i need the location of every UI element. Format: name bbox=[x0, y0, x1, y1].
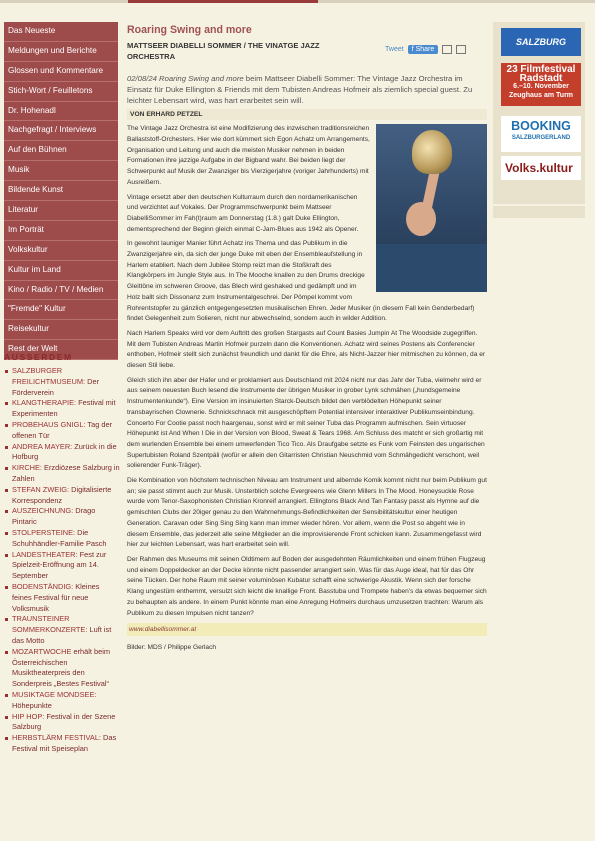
tweet-button[interactable]: Tweet bbox=[385, 46, 404, 53]
paragraph: Vintage ersetzt aber den deutschen Kulturraum durch den nordamerikanischen und verzichtet auf Vokales. Der Programmschwerpunkt beim Mattseer DiabelliSommer im Fah(t)raum am Donnerstag (1.8.) galt Duke Ellington, dementsprechend der Beginn gleich einmal C-Jam-Blues aus 1942 als Opener. bbox=[127, 193, 359, 233]
print-icon[interactable] bbox=[456, 45, 466, 54]
volkskultur-ad[interactable]: Volks.kultur bbox=[501, 156, 581, 180]
nav-item[interactable]: Kino / Radio / TV / Medien bbox=[4, 281, 118, 301]
nav-item[interactable]: Kultur im Land bbox=[4, 261, 118, 281]
list-item[interactable]: SALZBURGER FREILICHTMUSEUM: Der Förderverein bbox=[4, 366, 120, 398]
paragraph: The Vintage Jazz Orchestra ist eine Modifizierung des inzwischen traditionsreichen Ballaststoff-Orchesters. Hier wie dort kümmert sich Egon Achatz um Arrangements, Organisation und Leitung und auch die meisten Musiker nehmen in beiden Formationen ihre jazzige Aufgabe in der Bigband wahr. Bei beiden liegt der Schwerpunkt auf Musik der Zwanziger bis Vierzigerjahre (voriger Jahrhunderts) mit Ausreißern. bbox=[127, 125, 370, 186]
nav-item[interactable]: Volkskultur bbox=[4, 241, 118, 261]
list-item[interactable]: STOLPERSTEINE: Die Schuhhändler-Familie Pasch bbox=[4, 528, 120, 550]
list-item[interactable]: MOZARTWOCHE erhält beim Österreichischen Musiktheaterpreis den Sonderpreis „Bestes Festival“ bbox=[4, 647, 120, 690]
nav-item[interactable]: Glossen und Kommentare bbox=[4, 62, 118, 82]
photo-person bbox=[406, 202, 436, 236]
paragraph: Die Kombination von höchstem technischen Niveau am Instrument und albernde Komik kommt nicht nur beim Publikum gut an; sie passt stimmt auch zur Musik. Unsterblich solche Evergreens wie Glenn Millers In The Mood. Honeysuckle Rose wurde vom Tenor-Saxophonisten Christian Kronreif arrangiert. Ellingtons Black And Tan Fantasy passt als Hymne auf die gemischten Clubs der 20iger genau zu den Wahrnehmungs-Befindlichkeiten der Sensibilitätskultur einer heutigen Generation. Caravan oder Sing Sing Sing kann man immer wieder hören. Vor allem, wenn die Post so abgeht wie in diesem Ensemble, das jederzeit alle seine Mitglieder an die improvisierende Front schicken kann. Zusammengefasst wird hier zur leichten Lebensart, was hart erarbeitet sein will. bbox=[127, 477, 487, 549]
list-item[interactable]: TRAUNSTEINER SOMMERKONZERTE: Luft ist das Motto bbox=[4, 614, 120, 646]
article-title: Roaring Swing and more bbox=[127, 24, 252, 36]
article bbox=[127, 24, 487, 651]
paragraph: Nach Harlem Speaks wird vor dem Auftritt des großen Stargasts auf Count Basies Jumpin At The Woodside zugegriffen. Mit dem Tubisten Andreas Martin Hofmeir purzeln dann die Konventionen. Achatz wird seines Postens als Conferencier enthoben, Hofmeir stellt sich zunächst freundlich und dankt für die Ehre, als Nicht-Jazzer hier mitmischen zu können, da er diesen Stil liebe. bbox=[127, 329, 486, 370]
list-item[interactable]: MUSIKTAGE MONDSEE: Höhepunkte bbox=[4, 690, 120, 712]
nav-item[interactable]: Das Neueste bbox=[4, 22, 118, 42]
list-item[interactable]: STEFAN ZWEIG: Digitalisierte Korrespondenz bbox=[4, 485, 120, 507]
sidebar-bar bbox=[493, 206, 585, 218]
nav-item[interactable]: Stich-Wort / Feuilletons bbox=[4, 82, 118, 102]
list-item[interactable]: AUSZEICHNUNG: Drago Pintaric bbox=[4, 506, 120, 528]
top-accent bbox=[128, 0, 318, 3]
main-nav bbox=[4, 22, 118, 360]
nav-item[interactable]: Bildende Kunst bbox=[4, 181, 118, 201]
nav-item[interactable]: Literatur bbox=[4, 201, 118, 221]
ad-column bbox=[493, 22, 585, 204]
list-item[interactable]: BODENSTÄNDIG: Kleines feines Festival für neue Volksmusik bbox=[4, 582, 120, 614]
paragraph: In gewohnt launiger Manier führt Achatz ins Thema und das Publikum in die Zwanzigerjahre ein, da sich der junge Duke mit eben der Ensembleaufstellung in Harlem etabliert. Nach dem Jubilee Stomp reizt man die Stoßkraft des Klangkörpers im Jungle Style aus. In The Mooche knallen zu den Drums dreckige Gleittöne im schweren Groove, das Blech wird geshaked und gedämpft und im Holz ballt sich Dissonanz zum Instrumentalgeschrei. Der Pömpel kommt vom Rohrentstopfer zu gänzlich entgegengesetzten musikalischen Ehren. Jeder Musiker (in diesem Fall kein Genderbedarf) findet Gelegenheit zum Solieren, nicht nur abwechselnd, sondern auch in wilder Addition. bbox=[127, 240, 475, 323]
nav-item[interactable]: Rest der Welt bbox=[4, 340, 118, 360]
list-item[interactable]: HIP HOP: Festival in der Szene Salzburg bbox=[4, 712, 120, 734]
salzburg-ad[interactable]: SALZBURG bbox=[501, 28, 581, 56]
nav-item[interactable]: Auf den Bühnen bbox=[4, 141, 118, 161]
article-photo bbox=[376, 124, 487, 292]
ausserdem-heading: AUSSERDEM bbox=[4, 352, 73, 362]
top-line bbox=[0, 0, 595, 3]
article-author: VON ERHARD PETZEL bbox=[127, 109, 487, 120]
nav-item[interactable]: Musik bbox=[4, 161, 118, 181]
tuba-icon bbox=[412, 130, 452, 174]
paragraph: Der Rahmen des Museums mit seinen Oldtimern auf Boden der ausgedehnten Räumlichkeiten und einem frühen Flugzeug und einem Doppeldecker an der Decke könnte nicht passender arrangiert sein. Was für das Auge ideal, hat für das Ohr seine Tücken. Der hohe Raum mit seiner voluminösen Kubatur schafft eine schwierige Akustik. Wenn sich der forsche Klang ungestüm enthemmt, versulzt sich leicht die knallige Front. Basstuba und Trompete haben's da etwas bequemer sich zu behaupten als andere. In einem Punkt könnte man eine Anregung Hofmeirs durchaus umzusetzen trachten: Warum als Publikum zu diesen Impulsen nicht tanzen? bbox=[127, 556, 487, 617]
nav-item[interactable]: Dr. Hohenadl bbox=[4, 102, 118, 122]
filmfestival-ad[interactable]: 23 Filmfestival Radstadt 6.–10. November Zeughaus am Turm bbox=[501, 63, 581, 106]
email-icon[interactable] bbox=[442, 45, 452, 54]
list-item[interactable]: KLANGTHERAPIE: Festival mit Experimenten bbox=[4, 398, 120, 420]
paragraph: Gleich stich ihn aber der Hafer und er proklamiert aus Deutschland mit 2024 nicht nur das Jahr der Tuba, vielmehr wird er aus seinem neuesten Buch lesend die Instrumente der übrigen Musiker in grober Lynk schmähen („hundsgemeine Instrumentenkunde“). Eine Version im insinuierten Starck-Deutsch bildet den verblödelten Höhepunkt seiner transbayrischen Clownerie. Schnickschnack mit ausgeschöpftem Potential intensiver interaktiver Publikumseinbindung. Concerto For Cootie passt noch haargenau, sonst wird er mit seiner Tuba das Programm aufmischen. Sein virtuoser Höhepunkt ist And When I Die in der Version von Blood, Sweat & Tears 1968. Am Schluss des matcht er sich großartig mit dem wurlenden Ensemble bei einem umwerfenden Tico Tico. Als Draufgabe setzte es Funk vom Feinsten des ungarischen Supertubisten Roland Szentpáli (wofür er allein den Gitarristen Christian Neuschmid vom Schmähgedicht verschont, weil solierender Funk-Träger). bbox=[127, 376, 485, 470]
share-bar bbox=[385, 44, 466, 55]
facebook-share-button[interactable]: f Share bbox=[408, 45, 439, 54]
list-item[interactable]: ANDREA MAYER: Zurück in die Hofburg bbox=[4, 442, 120, 464]
photo-credit: Bilder: MDS / Philippe Gerlach bbox=[127, 644, 217, 652]
article-lead: 02/08/24 Roaring Swing and more beim Mattseer Diabelli Sommer: The Vintage Jazz Orchestra im Einsatz für Duke Ellington & Friends mit dem Tubisten Andreas Hofmeir als ziemlich special guest. Zu leichter Lebensart wird, was hart erarbeitet sein will. bbox=[127, 74, 473, 106]
article-body bbox=[127, 124, 487, 619]
article-subtitle: MATTSEER DIABELLI SOMMER / THE VINATGE JAZZ ORCHESTRA bbox=[127, 41, 320, 61]
booking-ad[interactable]: BOOKING SALZBURGERLAND bbox=[501, 116, 581, 152]
ausserdem-list bbox=[4, 366, 120, 755]
nav-item[interactable]: "Fremde" Kultur bbox=[4, 300, 118, 320]
list-item[interactable]: PROBEHAUS GNIGL: Tag der offenen Tür bbox=[4, 420, 120, 442]
photo-water bbox=[376, 244, 487, 292]
nav-item[interactable]: Nachgefragt / Interviews bbox=[4, 121, 118, 141]
list-item[interactable]: KIRCHE: Erzdiözese Salzburg in Zahlen bbox=[4, 463, 120, 485]
list-item[interactable]: LANDESTHEATER: Fest zur Spielzeit-Eröffnung am 14. September bbox=[4, 550, 120, 582]
nav-item[interactable]: Im Porträt bbox=[4, 221, 118, 241]
list-item[interactable]: HERBSTLÄRM FESTIVAL: Das Festival mit Speiseplan bbox=[4, 733, 120, 755]
nav-item[interactable]: Meldungen und Berichte bbox=[4, 42, 118, 62]
nav-item[interactable]: Reisekultur bbox=[4, 320, 118, 340]
website-link[interactable]: www.diabellisommer.at bbox=[127, 623, 487, 636]
